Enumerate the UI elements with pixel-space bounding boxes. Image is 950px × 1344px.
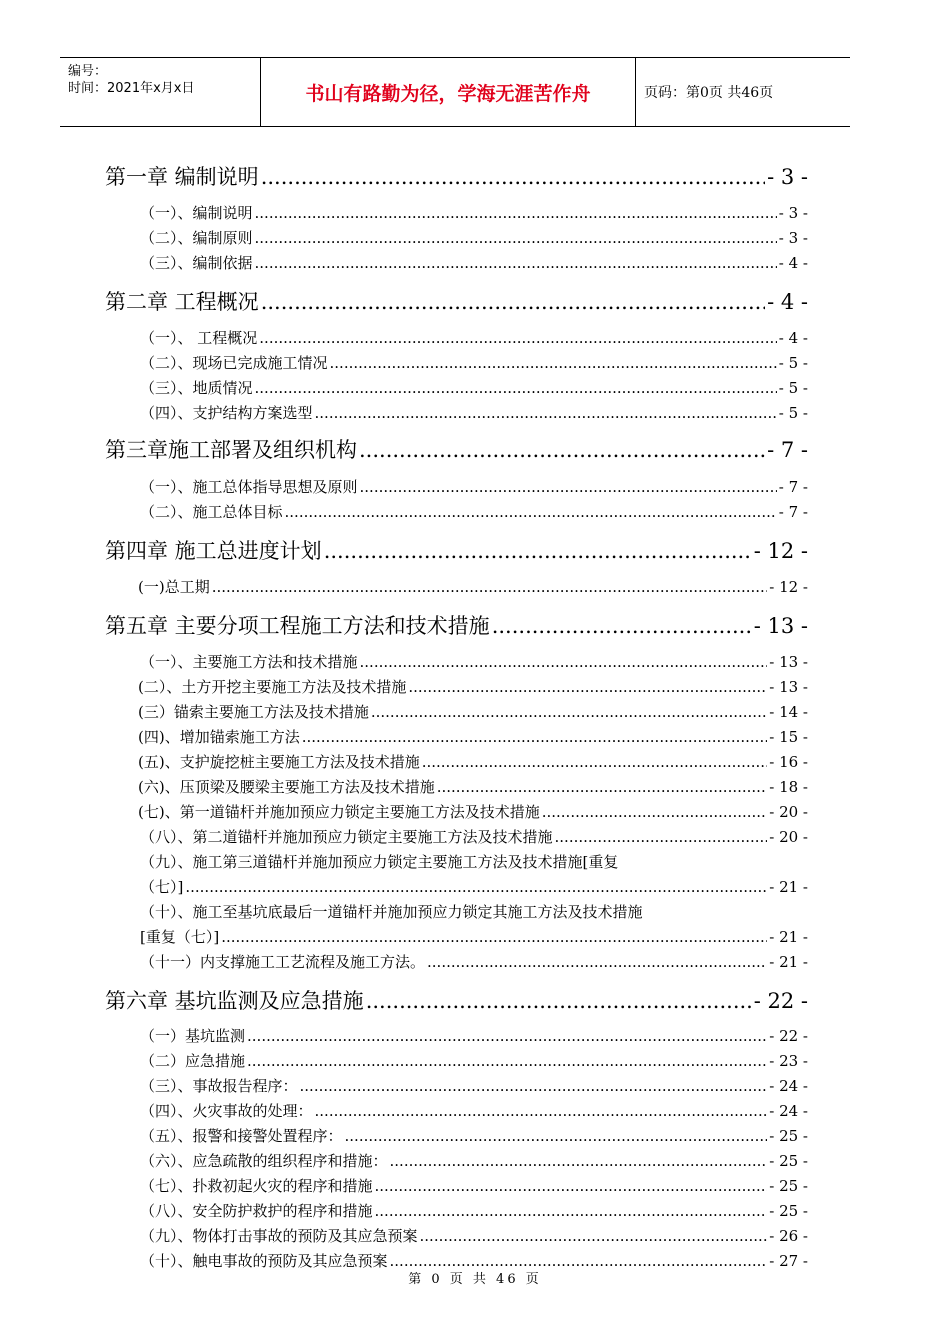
toc-entry-wrapped[interactable]: （十）、施工至基坑底最后一道锚杆并施加预应力锁定其施工方法及技术措施 xyxy=(140,903,643,921)
toc-chapter-4[interactable]: 第四章 施工总进度计划 ..... - 12 - xyxy=(105,535,808,565)
toc-entry[interactable]: （一）基坑监测 ..... - 22 - xyxy=(140,1025,808,1046)
toc-entry[interactable]: （二）、施工总体目标 ..... - 7 - xyxy=(140,501,808,522)
toc-chapter-5[interactable]: 第五章 主要分项工程施工方法和技术措施 ..... - 13 - xyxy=(105,610,808,640)
toc-chapter-1[interactable]: 第一章 编制说明 ..... - 3 - xyxy=(105,161,808,191)
header-date: 时间：2021年x月x日 xyxy=(68,81,195,96)
toc-entry[interactable]: （一）、施工总体指导思想及原则 ..... - 7 - xyxy=(140,476,808,497)
toc-entry[interactable]: (五)、支护旋挖桩主要施工方法及技术措施 ..... - 16 - xyxy=(138,751,808,772)
toc-entry[interactable]: （四）、支护结构方案选型 ..... - 5 - xyxy=(140,402,808,423)
toc-entry[interactable]: （六）、应急疏散的组织程序和措施： ..... - 25 - xyxy=(140,1150,808,1171)
toc-entry-continuation[interactable]: （七）] ..... - 21 - xyxy=(140,876,808,897)
toc-entry[interactable]: （九）、物体打击事故的预防及其应急预案 ..... - 26 - xyxy=(140,1225,808,1246)
toc-entry[interactable]: （八）、第二道锚杆并施加预应力锁定主要施工方法及技术措施 ..... - 20 - xyxy=(140,826,808,847)
toc-entry[interactable]: (六)、压顶梁及腰梁主要施工方法及技术措施 ..... - 18 - xyxy=(138,776,808,797)
toc-entry[interactable]: （三）、事故报告程序： ..... - 24 - xyxy=(140,1075,808,1096)
toc-entry[interactable]: （一）、编制说明 ..... - 3 - xyxy=(140,202,808,223)
toc-entry-continuation[interactable]: [重复（七）] ..... - 21 - xyxy=(140,926,808,947)
toc-entry[interactable]: (一)总工期 ..... - 12 - xyxy=(138,576,808,597)
toc-entry-wrapped[interactable]: （九）、施工第三道锚杆并施加预应力锁定主要施工方法及技术措施[重复 xyxy=(140,853,619,871)
toc-entry[interactable]: （三）、地质情况 ..... - 5 - xyxy=(140,377,808,398)
toc-entry[interactable]: （二）应急措施 ..... - 23 - xyxy=(140,1050,808,1071)
toc-entry[interactable]: （七）、扑救初起火灾的程序和措施 ..... - 25 - xyxy=(140,1175,808,1196)
page-footer: 第 0 页 共 46 页 xyxy=(408,1272,542,1287)
toc-entry[interactable]: （一）、主要施工方法和技术措施 ..... - 13 - xyxy=(140,651,808,672)
toc-chapter-2[interactable]: 第二章 工程概况 ..... - 4 - xyxy=(105,286,808,316)
toc-entry[interactable]: (四)、增加锚索施工方法 ..... - 15 - xyxy=(138,726,808,747)
toc-chapter-3[interactable]: 第三章施工部署及组织机构 ..... - 7 - xyxy=(105,434,808,464)
toc-entry[interactable]: （五）、报警和接警处置程序： ..... - 25 - xyxy=(140,1125,808,1146)
toc-entry[interactable]: （八）、安全防护救护的程序和措施 ..... - 25 - xyxy=(140,1200,808,1221)
toc-entry[interactable]: （一）、 工程概况 ..... - 4 - xyxy=(140,327,808,348)
toc-entry[interactable]: （十）、触电事故的预防及其应急预案 ..... - 27 - xyxy=(140,1250,808,1271)
header-page-count: 页码：第0页 共46页 xyxy=(644,85,774,101)
toc-entry[interactable]: （十一）内支撑施工工艺流程及施工方法。 ..... - 21 - xyxy=(140,951,808,972)
toc-entry[interactable]: （二）、现场已完成施工情况 ..... - 5 - xyxy=(140,352,808,373)
toc-chapter-6[interactable]: 第六章 基坑监测及应急措施 ..... - 22 - xyxy=(105,985,808,1015)
toc-entry[interactable]: (二）、土方开挖主要施工方法及技术措施 ..... - 13 - xyxy=(138,676,808,697)
toc-entry[interactable]: （二）、编制原则 ..... - 3 - xyxy=(140,227,808,248)
toc-entry[interactable]: (七)、第一道锚杆并施加预应力锁定主要施工方法及技术措施 ..... - 20 - xyxy=(138,801,808,822)
toc-entry[interactable]: (三）锚索主要施工方法及技术措施 ..... - 14 - xyxy=(138,701,808,722)
toc-entry[interactable]: （四）、火灾事故的处理： ..... - 24 - xyxy=(140,1100,808,1121)
header-number: 编号： xyxy=(68,64,108,79)
header-motto: 书山有路勤为径，学海无涯苦作舟 xyxy=(260,58,636,126)
toc-entry[interactable]: （三）、编制依据 ..... - 4 - xyxy=(140,252,808,273)
